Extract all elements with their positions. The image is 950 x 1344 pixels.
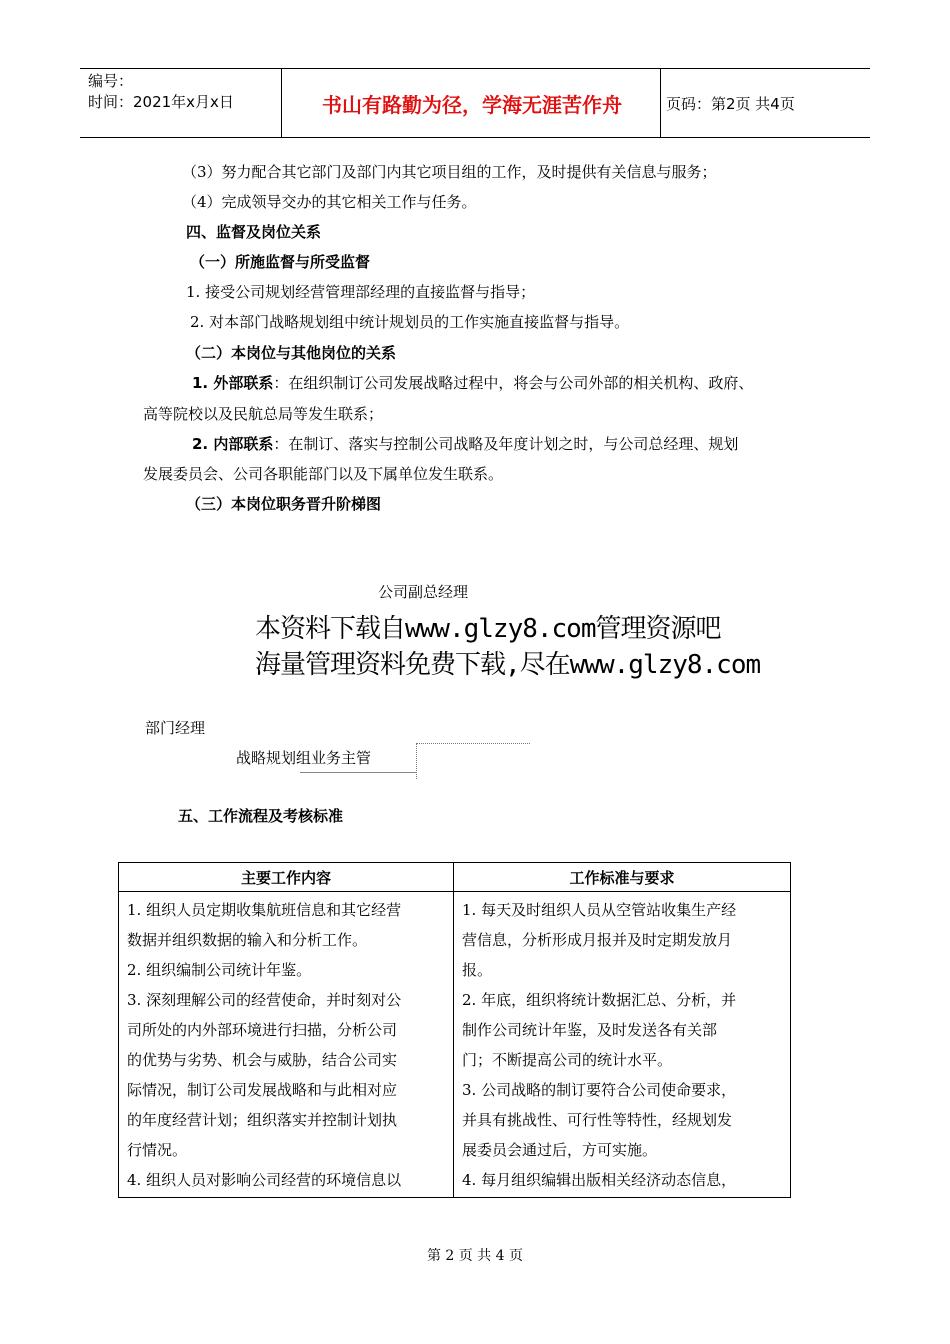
header-page-number: 页码：第2页 共4页 <box>666 94 795 113</box>
header-meta <box>88 71 234 113</box>
watermark-line: 海量管理资料免费下载,尽在www.glzy8.com <box>255 650 761 680</box>
header-motto: 书山有路勤为径，学海无涯苦作舟 <box>322 92 622 117</box>
header-divider <box>281 69 282 137</box>
ladder-top-position: 公司副总经理 <box>378 583 469 601</box>
page-footer: 第 2 页 共 4 页 <box>426 1248 524 1264</box>
internal-label: 2. 内部联系 <box>192 435 274 453</box>
ladder-mid-position: 部门经理 <box>145 719 206 737</box>
table-row <box>119 892 791 1198</box>
table-cell-line: 制作公司统计年鉴，及时发送各有关部 <box>462 1021 718 1039</box>
page-header <box>80 68 870 138</box>
table-cell-line: 门；不断提高公司的统计水平。 <box>462 1051 673 1069</box>
section-heading: 五、工作流程及考核标准 <box>178 807 344 825</box>
ladder-low-position: 战略规划组业务主管 <box>236 749 372 767</box>
watermark-line: 本资料下载自www.glzy8.com管理资源吧 <box>255 614 721 644</box>
ladder-connector <box>416 743 530 744</box>
table-header: 工作标准与要求 <box>454 863 791 892</box>
table-cell-line: 4. 组织人员对影响公司经营的环境信息以 <box>127 1171 402 1189</box>
external-label: 1. 外部联系 <box>192 374 274 392</box>
workflow-table <box>118 862 791 1198</box>
table-cell-line: 1. 每天及时组织人员从空管站收集生产经 <box>462 901 737 919</box>
body-line: 发展委员会、公司各职能部门以及下属单位发生联系。 <box>143 465 504 483</box>
ladder-connector <box>416 743 417 779</box>
table-cell-line: 营信息，分析形成月报并及时定期发放月 <box>462 931 733 949</box>
body-line: 1. 接受公司规划经营管理部经理的直接监督与指导； <box>186 283 536 301</box>
table-cell-line: 2. 年底，组织将统计数据汇总、分析，并 <box>462 991 737 1009</box>
table-cell-line: 3. 深刻理解公司的经营使命，并时刻对公 <box>127 991 402 1009</box>
body-line <box>192 434 738 454</box>
table-cell-line: 报。 <box>462 961 493 979</box>
external-text: ：在组织制订公司发展战略过程中，将会与公司外部的相关机构、政府、 <box>273 374 754 392</box>
body-line: （3）努力配合其它部门及部门内其它项目组的工作，及时提供有关信息与服务； <box>182 163 717 181</box>
section-heading: 四、监督及岗位关系 <box>186 223 322 241</box>
table-cell-standard <box>454 892 791 1198</box>
table-cell-line: 数据并组织数据的输入和分析工作。 <box>127 931 368 949</box>
table-cell-line: 2. 组织编制公司统计年鉴。 <box>127 961 312 979</box>
header-divider <box>660 69 661 137</box>
sub-heading: （二）本岗位与其他岗位的关系 <box>186 344 397 362</box>
body-line: 高等院校以及民航总局等发生联系； <box>143 405 384 423</box>
body-line: 2. 对本部门战略规划组中统计规划员的工作实施直接监督与指导。 <box>190 313 630 331</box>
table-cell-line: 3. 公司战略的制订要符合公司使命要求， <box>462 1081 737 1099</box>
sub-heading: （一）所施监督与所受监督 <box>190 253 371 271</box>
body-line <box>192 373 753 393</box>
table-cell-work-content <box>119 892 454 1198</box>
table-header-row <box>119 863 791 892</box>
table-cell-line: 的年度经营计划；组织落实并控制计划执 <box>127 1111 398 1129</box>
table-cell-line: 1. 组织人员定期收集航班信息和其它经营 <box>127 901 402 919</box>
internal-text: ：在制订、落实与控制公司战略及年度计划之时，与公司总经理、规划 <box>273 435 739 453</box>
table-cell-line: 展委员会通过后，方可实施。 <box>462 1141 658 1159</box>
table-cell-line: 4. 每月组织编辑出版相关经济动态信息， <box>462 1171 737 1189</box>
table-cell-line: 并具有挑战性、可行性等特性，经规划发 <box>462 1111 733 1129</box>
table-cell-line: 司所处的内外部环境进行扫描，分析公司 <box>127 1021 398 1039</box>
table-header: 主要工作内容 <box>119 863 454 892</box>
table-cell-line: 际情况，制订公司发展战略和与此相对应 <box>127 1081 398 1099</box>
ladder-connector <box>300 772 416 773</box>
table-cell-line: 行情况。 <box>127 1141 188 1159</box>
header-time: 时间：2021年x月x日 <box>88 93 234 111</box>
body-line: （4）完成领导交办的其它相关工作与任务。 <box>182 193 477 211</box>
header-number: 编号： <box>88 72 134 90</box>
sub-heading: （三）本岗位职务晋升阶梯图 <box>186 495 382 513</box>
table-cell-line: 的优势与劣势、机会与威胁，结合公司实 <box>127 1051 398 1069</box>
